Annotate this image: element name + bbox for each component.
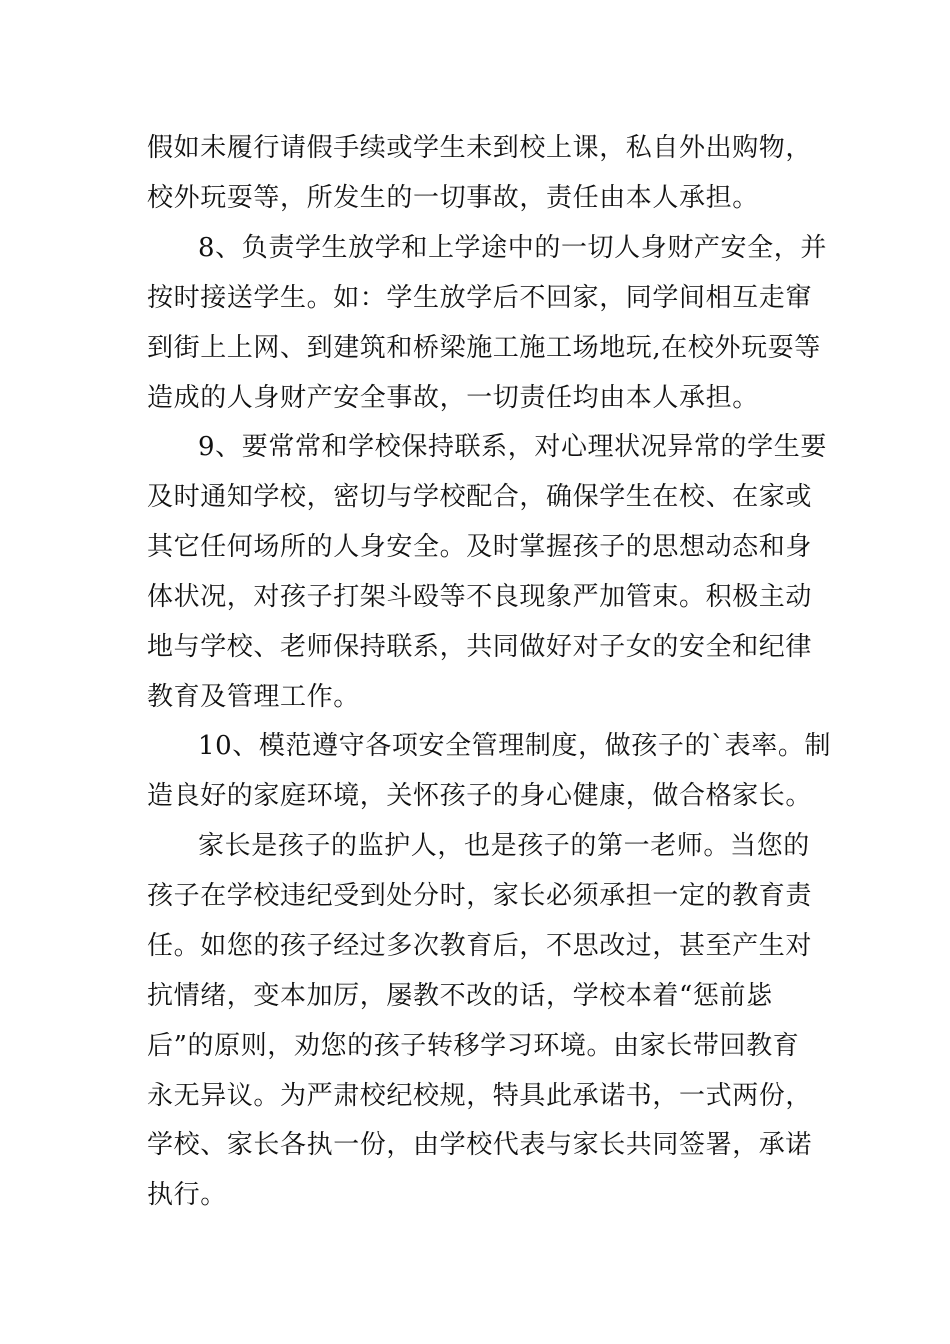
text-line: 8、负责学生放学和上学途中的一切人身财产安全，并 xyxy=(198,233,827,263)
text-line: 到街上上网、到建筑和桥梁施工施工场地玩,在校外玩耍等 xyxy=(147,333,821,363)
text-line: 按时接送学生。如：学生放学后不回家，同学间相互走窜 xyxy=(147,283,813,313)
text-line: 任。如您的孩子经过多次教育后，不思改过，甚至产生对 xyxy=(147,931,813,961)
text-line: 抗情绪，变本加厉，屡教不改的话，学校本着“惩前毖 xyxy=(147,981,773,1011)
text-line: 家长是孩子的监护人，也是孩子的第一老师。当您的 xyxy=(198,831,810,861)
text-line: 后”的原则，劝您的孩子转移学习环境。由家长带回教育 xyxy=(147,1031,800,1061)
text-line: 孩子在学校违纪受到处分时，家长必须承担一定的教育责 xyxy=(147,881,813,911)
text-line: 学校、家长各执一份，由学校代表与家长共同签署，承诺 xyxy=(147,1130,813,1160)
text-line: 假如未履行请假手续或学生未到校上课，私自外出购物， xyxy=(147,133,813,163)
text-line: 校外玩耍等，所发生的一切事故，责任由本人承担。 xyxy=(147,183,759,213)
text-line: 10、模范遵守各项安全管理制度，做孩子的`表率。制 xyxy=(198,731,832,761)
text-line: 地与学校、老师保持联系，共同做好对子女的安全和纪律 xyxy=(147,632,813,662)
text-line: 及时通知学校，密切与学校配合，确保学生在校、在家或 xyxy=(147,482,813,512)
text-line: 永无异议。为严肃校纪校规，特具此承诺书，一式两份， xyxy=(147,1081,813,1111)
text-line: 9、要常常和学校保持联系，对心理状况异常的学生要 xyxy=(198,432,827,462)
text-line: 教育及管理工作。 xyxy=(147,682,360,712)
text-line: 造良好的家庭环境，关怀孩子的身心健康，做合格家长。 xyxy=(147,781,813,811)
text-line: 执行。 xyxy=(147,1180,227,1210)
text-line: 体状况，对孩子打架斗殴等不良现象严加管束。积极主动 xyxy=(147,582,813,612)
text-line: 造成的人身财产安全事故，一切责任均由本人承担。 xyxy=(147,383,759,413)
text-line: 其它任何场所的人身安全。及时掌握孩子的思想动态和身 xyxy=(147,532,813,562)
